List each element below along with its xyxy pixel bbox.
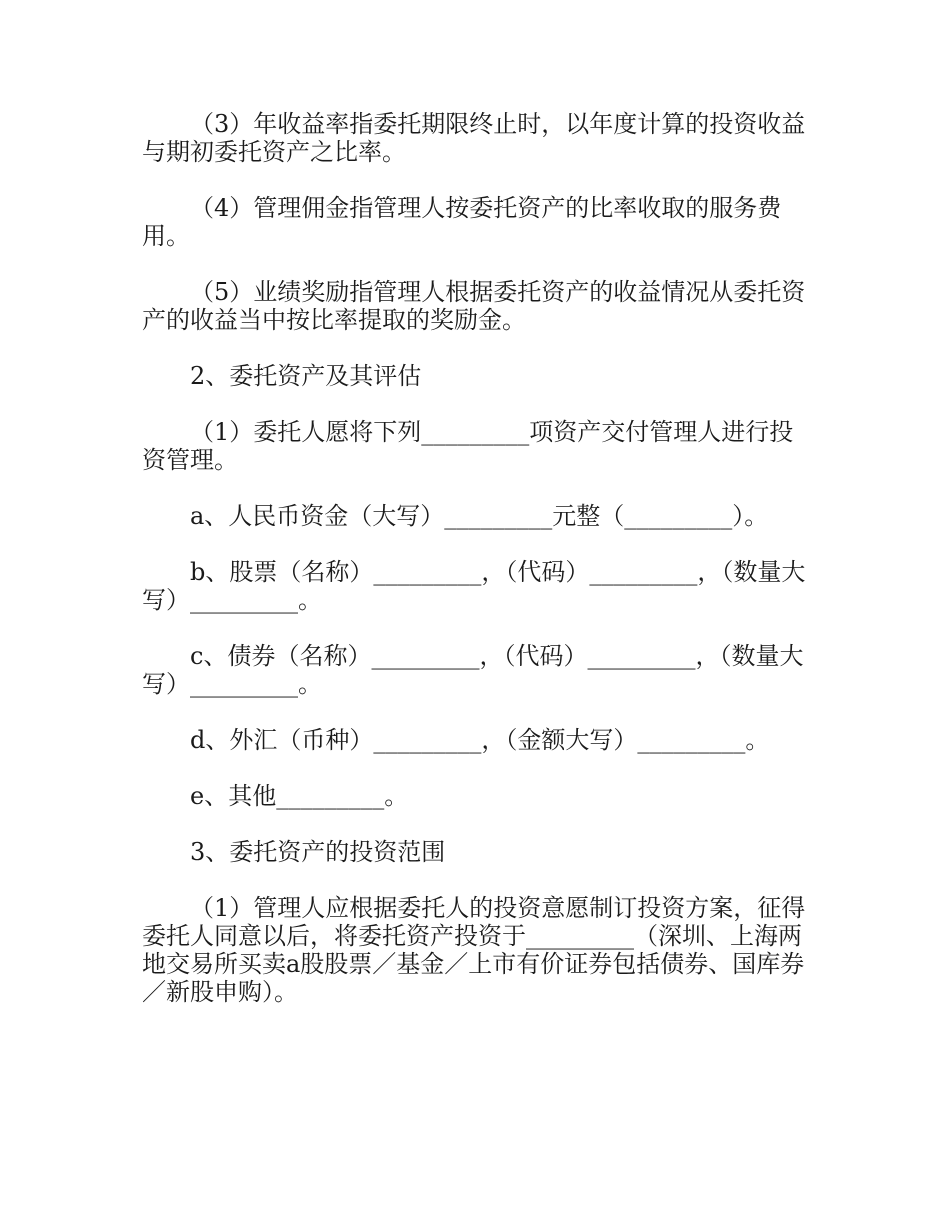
document-page bbox=[142, 110, 810, 1006]
paragraph-bonds: c、债券（名称）_________，（代码）_________，（数量大写）_________。 bbox=[142, 642, 804, 698]
paragraph-annual-yield: （3）年收益率指委托期限终止时，以年度计算的投资收益与期初委托资产之比率。 bbox=[142, 110, 806, 166]
paragraph-asset-items: （1）委托人愿将下列_________项资产交付管理人进行投资管理。 bbox=[142, 418, 794, 474]
paragraph-foreign-exchange: d、外汇（币种）_________，（金额大写）_________。 bbox=[190, 726, 770, 754]
paragraph-stocks: b、股票（名称）_________，（代码）_________，（数量大写）_________。 bbox=[142, 558, 806, 614]
paragraph-investment-plan: （1）管理人应根据委托人的投资意愿制订投资方案，征得委托人同意以后，将委托资产投资于_________（深圳、上海两地交易所买卖a股股票／基金／上市有价证券包括债券、国库券／新股申购）。 bbox=[142, 894, 806, 1006]
section-heading-investment-scope: 3、委托资产的投资范围 bbox=[190, 838, 446, 866]
section-heading-assets: 2、委托资产及其评估 bbox=[190, 362, 422, 390]
paragraph-management-fee: （4）管理佣金指管理人按委托资产的比率收取的服务费用。 bbox=[142, 194, 782, 250]
paragraph-other: e、其他_________。 bbox=[190, 782, 409, 810]
paragraph-rmb-funds: a、人民币资金（大写）_________元整（_________）。 bbox=[190, 502, 769, 530]
paragraph-performance-bonus: （5）业绩奖励指管理人根据委托资产的收益情况从委托资产的收益当中按比率提取的奖励金。 bbox=[142, 278, 806, 334]
